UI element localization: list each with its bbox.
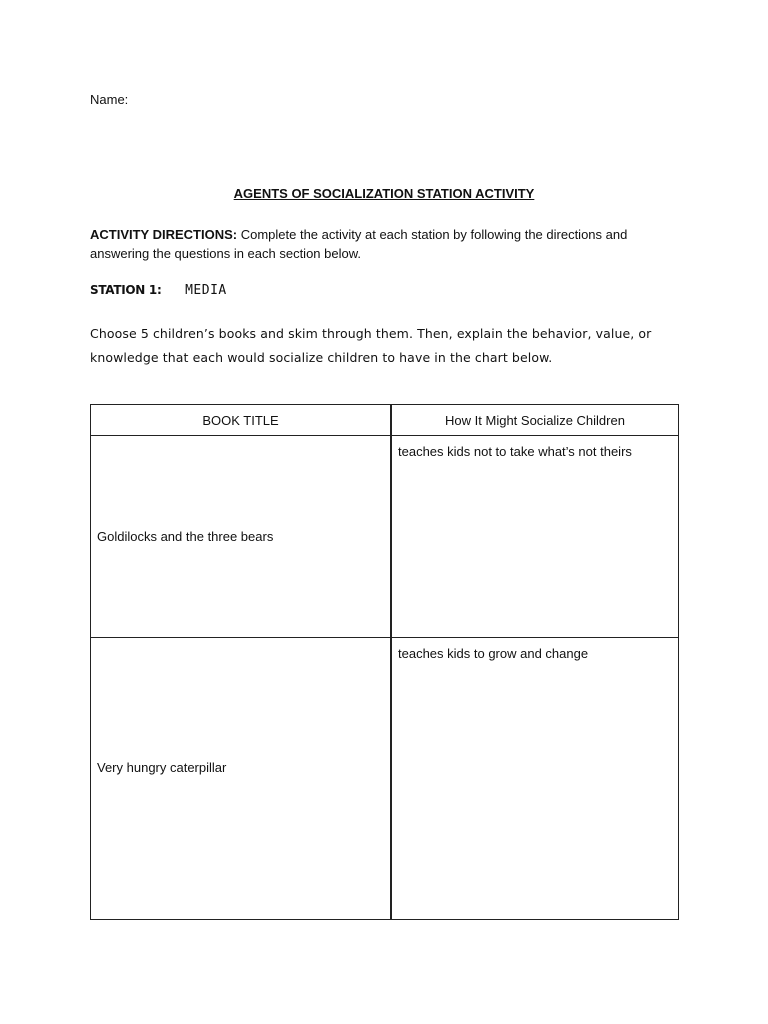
document-title: AGENTS OF SOCIALIZATION STATION ACTIVITY bbox=[233, 186, 535, 201]
socialize-text: teaches kids to grow and change bbox=[398, 646, 589, 661]
directions-text: Complete the activity at each station by following the directions and answering the questions in each section below. bbox=[90, 227, 628, 261]
station-value: MEDIA bbox=[185, 283, 227, 298]
book-title-text: Goldilocks and the three bears bbox=[97, 529, 274, 544]
header-book-title: BOOK TITLE bbox=[91, 405, 392, 436]
socialize-text: teaches kids not to take what’s not theirs bbox=[398, 444, 632, 459]
book-title-text: Very hungry caterpillar bbox=[97, 760, 227, 775]
table-row bbox=[91, 436, 679, 638]
book-title-cell bbox=[91, 638, 392, 920]
table-header-row bbox=[91, 405, 679, 436]
activity-directions bbox=[90, 225, 680, 263]
name-label: Name: bbox=[90, 92, 129, 107]
station-label: STATION 1: bbox=[90, 283, 162, 297]
socialize-cell bbox=[391, 436, 679, 638]
directions-label: ACTIVITY DIRECTIONS: bbox=[90, 227, 238, 242]
header-socialize: How It Might Socialize Children bbox=[391, 405, 679, 436]
book-chart bbox=[90, 404, 679, 920]
table-row bbox=[91, 638, 679, 920]
book-title-cell bbox=[91, 436, 392, 638]
station-heading bbox=[90, 282, 227, 298]
station-instructions: Choose 5 children’s books and skim through them. Then, explain the behavior, value, or knowledge that each would socialize children to have in the chart below. bbox=[90, 326, 652, 365]
socialize-cell bbox=[391, 638, 679, 920]
